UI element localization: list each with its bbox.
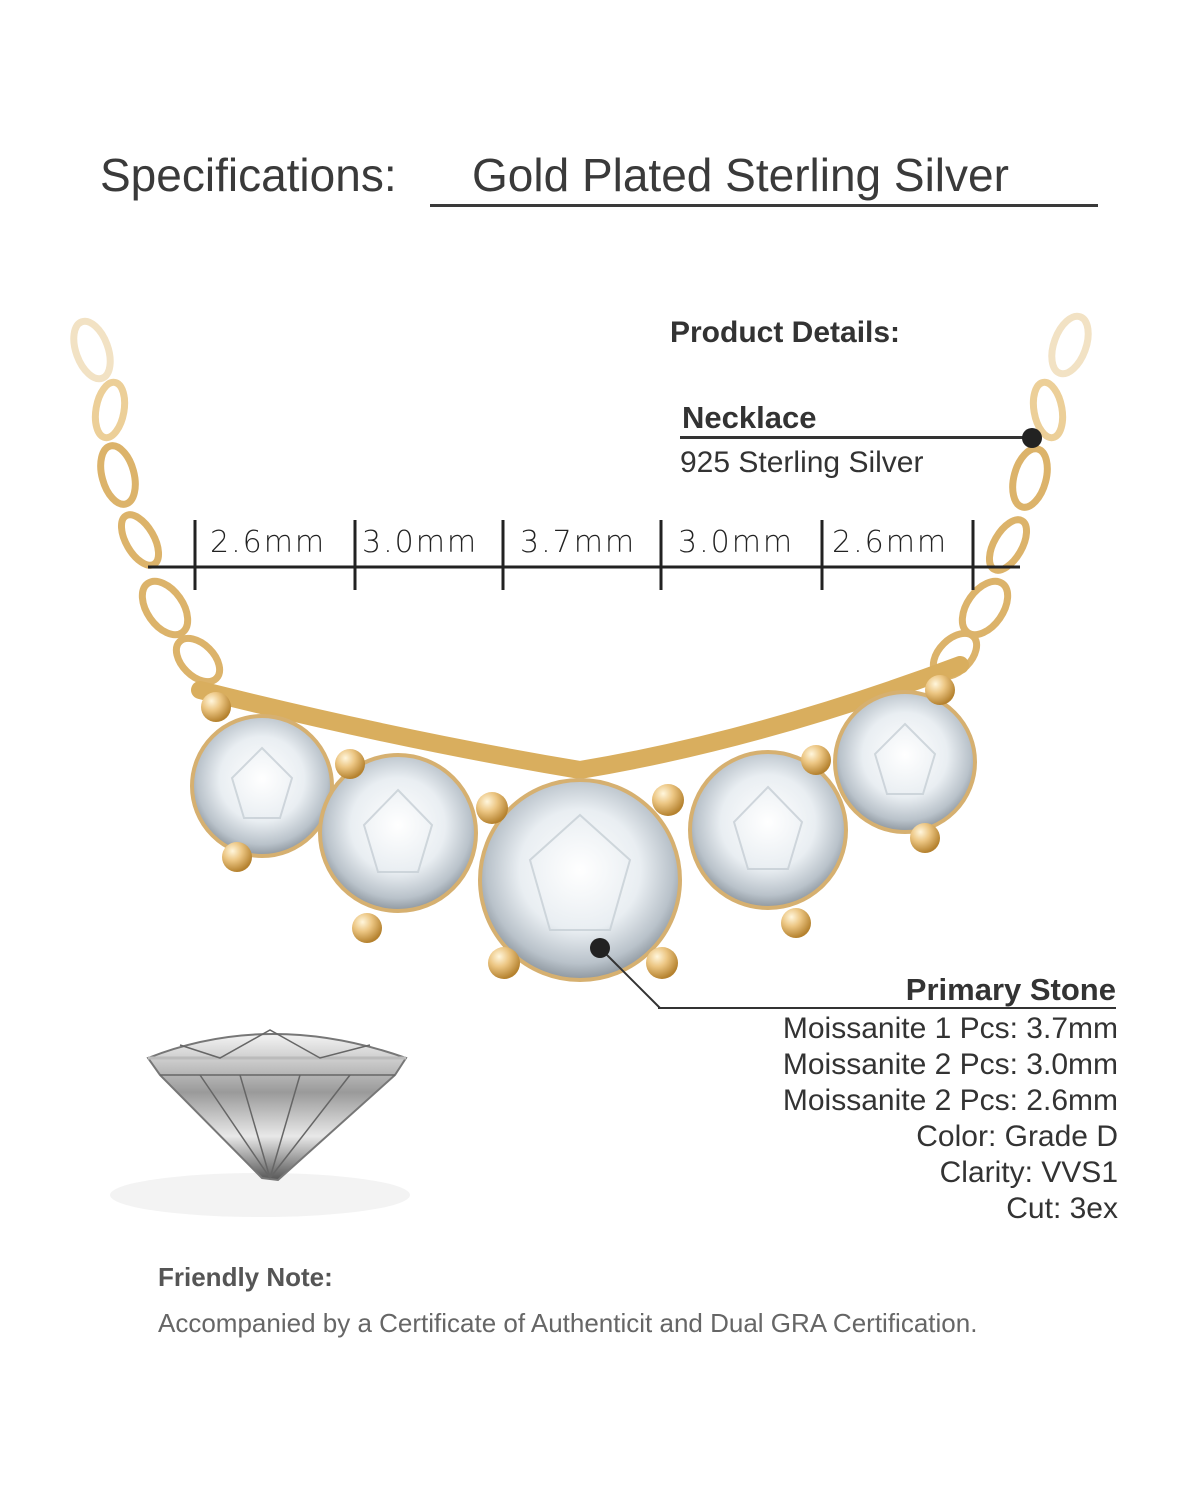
measurement-label: 3.0mm <box>362 525 479 560</box>
friendly-note-title: Friendly Note: <box>158 1262 333 1292</box>
stone-spec-item: Clarity: VVS1 <box>939 1156 1118 1189</box>
stone-spec-item: Color: Grade D <box>916 1120 1118 1153</box>
primary-stone-title: Primary Stone <box>905 972 1116 1007</box>
measurement-label: 3.7mm <box>520 525 637 560</box>
measurement-label: 2.6mm <box>210 525 327 560</box>
necklace-pointer-dot <box>1022 428 1042 448</box>
stone-spec-item: Moissanite 1 Pcs: 3.7mm <box>782 1012 1118 1045</box>
measurement-label: 2.6mm <box>832 525 949 560</box>
chain-right <box>925 311 1095 684</box>
spec-value: Gold Plated Sterling Silver <box>430 148 1098 207</box>
stone-spec-item: Moissanite 2 Pcs: 3.0mm <box>782 1048 1118 1081</box>
measurement-label: 3.0mm <box>678 525 795 560</box>
chain-left <box>67 316 228 689</box>
product-details-heading: Product Details: <box>670 316 901 349</box>
necklace-material: 925 Sterling Silver <box>680 446 924 479</box>
necklace-title: Necklace <box>682 400 817 435</box>
necklace-underline <box>680 436 1032 439</box>
spec-label: Specifications: <box>100 149 397 201</box>
stones <box>192 692 975 980</box>
stone-spec-item: Moissanite 2 Pcs: 2.6mm <box>782 1084 1118 1117</box>
primary-stone-underline <box>658 1007 1116 1009</box>
friendly-note-text: Accompanied by a Certificate of Authenticit and Dual GRA Certification. <box>158 1308 978 1338</box>
stone-spec-item: Cut: 3ex <box>1006 1192 1118 1225</box>
loose-diamond-image <box>110 1030 410 1217</box>
